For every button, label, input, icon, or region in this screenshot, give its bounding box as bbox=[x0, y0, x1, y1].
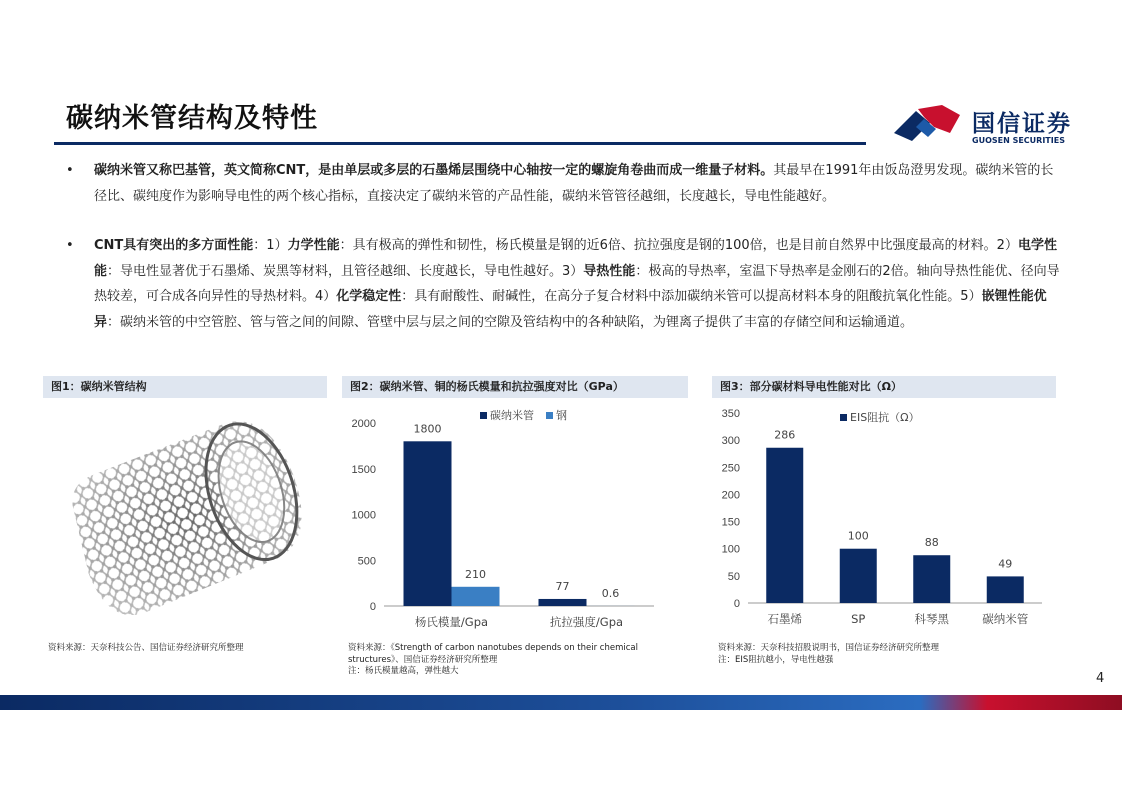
bar bbox=[452, 587, 500, 606]
x-tick-label: 杨氏模量/Gpa bbox=[414, 615, 489, 629]
bullet-2-text-1: ：1） bbox=[253, 238, 288, 253]
bullet-paragraph-1 bbox=[66, 158, 1066, 209]
bullet-1-text: 其最早在1991年由饭岛澄男发现。碳纳米管的长径比、碳纯度作为影响导电性的两个核心指标，直接决定了碳纳米管的产品性能，碳纳米管管径越细，长度越长，导电性能越好。 bbox=[94, 163, 1054, 204]
footer-bar bbox=[0, 695, 1122, 710]
y-tick-label: 300 bbox=[721, 435, 740, 448]
figure-3-source-line-1: 资料来源：天奈科技招股说明书，国信证券经济研究所整理 bbox=[718, 643, 940, 653]
y-tick-label: 1500 bbox=[351, 463, 376, 476]
figure-3-source bbox=[718, 643, 1058, 666]
y-tick-label: 100 bbox=[721, 543, 740, 556]
logo-text-cn: 国信证券 bbox=[972, 111, 1072, 137]
title-rule bbox=[54, 142, 866, 145]
bullet-2-text-5: ：具有耐酸性、耐碱性，在高分子复合材料中添加碳纳米管可以提高材料本身的阻酸抗氧化性能。5） bbox=[401, 289, 982, 305]
y-tick-label: 250 bbox=[721, 462, 740, 475]
bullet-2-bold-1: CNT具有突出的多方面性能 bbox=[94, 238, 254, 253]
y-tick-label: 2000 bbox=[351, 418, 376, 430]
bullet-2-bold-5: 化学稳定性 bbox=[336, 289, 402, 305]
logo-text-en: GUOSEN SECURITIES bbox=[972, 136, 1065, 145]
bullet-2-text-4: ：极高的导热率，室温下导热率是金刚石的2倍。轴向导热性能优、径向导热较差，可合成各向异性的导热材料。4） bbox=[94, 263, 1060, 305]
data-label: 286 bbox=[774, 428, 796, 442]
data-label: 1800 bbox=[413, 422, 442, 436]
bullet-2-text-6: ：碳纳米管的中空管腔、管与管之间的间隙、管壁中层与层之间的空隙及管结构中的各种缺陷，为锂离子提供了丰富的存储空间和运输通道。 bbox=[107, 314, 914, 330]
legend-swatch bbox=[546, 412, 553, 419]
bar bbox=[539, 599, 587, 606]
x-tick-label: 抗拉强度/Gpa bbox=[549, 615, 624, 629]
y-tick-label: 1000 bbox=[351, 509, 376, 522]
figure-2-source-line-1: 资料来源：《Strength of carbon nanotubes depends on their chemical bbox=[348, 643, 638, 653]
page-number: 4 bbox=[1096, 671, 1105, 686]
y-tick-label: 500 bbox=[357, 555, 376, 568]
legend-swatch bbox=[840, 414, 847, 421]
figure-2-title: 图2：碳纳米管、铜的杨氏模量和抗拉强度对比（GPa） bbox=[342, 376, 688, 398]
bullet-2-bold-6: 嵌锂性能优异 bbox=[94, 289, 1047, 330]
y-tick-label: 0 bbox=[369, 601, 376, 613]
bar bbox=[987, 576, 1024, 603]
legend-swatch bbox=[480, 412, 487, 419]
data-label: 49 bbox=[998, 557, 1013, 571]
y-tick-label: 200 bbox=[721, 489, 740, 502]
data-label: 0.6 bbox=[601, 586, 620, 600]
x-tick-label: 科琴黑 bbox=[914, 612, 949, 626]
figure-2-note: 注：杨氏模量越高，弹性越大 bbox=[348, 666, 459, 676]
figure-1-title: 图1：碳纳米管结构 bbox=[43, 376, 327, 398]
x-tick-label: 石墨烯 bbox=[767, 612, 802, 626]
figure-3-note: 注：EIS阻抗越小，导电性越强 bbox=[718, 654, 834, 665]
figure-2-source-line-2: structures》、国信证券经济研究所整理 bbox=[348, 654, 498, 665]
page-title: 碳纳米管结构及特性 bbox=[66, 103, 318, 134]
bullet-2-bold-3: 电学性能 bbox=[94, 238, 1057, 279]
bar bbox=[404, 441, 452, 606]
bullet-1-bold: 碳纳米管又称巴基管，英文简称CNT，是由单层或多层的石墨烯层围绕中心轴按一定的螺旋角卷曲而成一维量子材料。 bbox=[94, 163, 774, 178]
nanotube-structure-image bbox=[52, 410, 322, 630]
data-label: 88 bbox=[924, 536, 939, 550]
conductivity-bar-chart bbox=[712, 400, 1056, 640]
y-tick-label: 350 bbox=[721, 408, 740, 420]
figure-1-source: 资料来源：天奈科技公告、国信证券经济研究所整理 bbox=[48, 643, 244, 653]
legend-label: 碳纳米管 bbox=[490, 409, 534, 422]
company-logo bbox=[890, 103, 1080, 153]
y-tick-label: 50 bbox=[727, 570, 740, 583]
data-label: 100 bbox=[847, 529, 869, 543]
figure-2-source bbox=[348, 643, 688, 678]
bar bbox=[766, 448, 803, 603]
bullet-2-text-2: ：具有极高的弹性和韧性，杨氏模量是钢的近6倍、抗拉强度是钢的100倍，也是目前自然界中比强度最高的材料。2） bbox=[339, 238, 1018, 253]
y-tick-label: 0 bbox=[733, 598, 740, 610]
x-tick-label: 碳纳米管 bbox=[982, 612, 1029, 626]
strength-bar-chart bbox=[342, 400, 688, 640]
bullet-dot: • bbox=[66, 238, 74, 253]
bullet-dot: • bbox=[66, 163, 74, 178]
bullet-2-bold-2: 力学性能 bbox=[287, 238, 340, 253]
x-tick-label: SP bbox=[851, 612, 866, 626]
bullet-paragraph-2 bbox=[66, 233, 1066, 335]
y-tick-label: 150 bbox=[721, 516, 740, 529]
bar bbox=[840, 549, 877, 603]
data-label: 210 bbox=[465, 567, 486, 581]
bullet-2-text-3: ：导电性显著优于石墨烯、炭黑等材料，且管径越细、长度越长，导电性越好。3） bbox=[107, 263, 584, 279]
data-label: 77 bbox=[555, 579, 570, 593]
legend-label: EIS阻抗（Ω） bbox=[850, 411, 920, 424]
logo-mark-icon bbox=[890, 103, 966, 149]
figure-3-title: 图3：部分碳材料导电性能对比（Ω） bbox=[712, 376, 1056, 398]
legend-label: 钢 bbox=[556, 409, 567, 422]
bullet-2-bold-4: 导热性能 bbox=[583, 263, 636, 279]
bar bbox=[913, 555, 950, 603]
